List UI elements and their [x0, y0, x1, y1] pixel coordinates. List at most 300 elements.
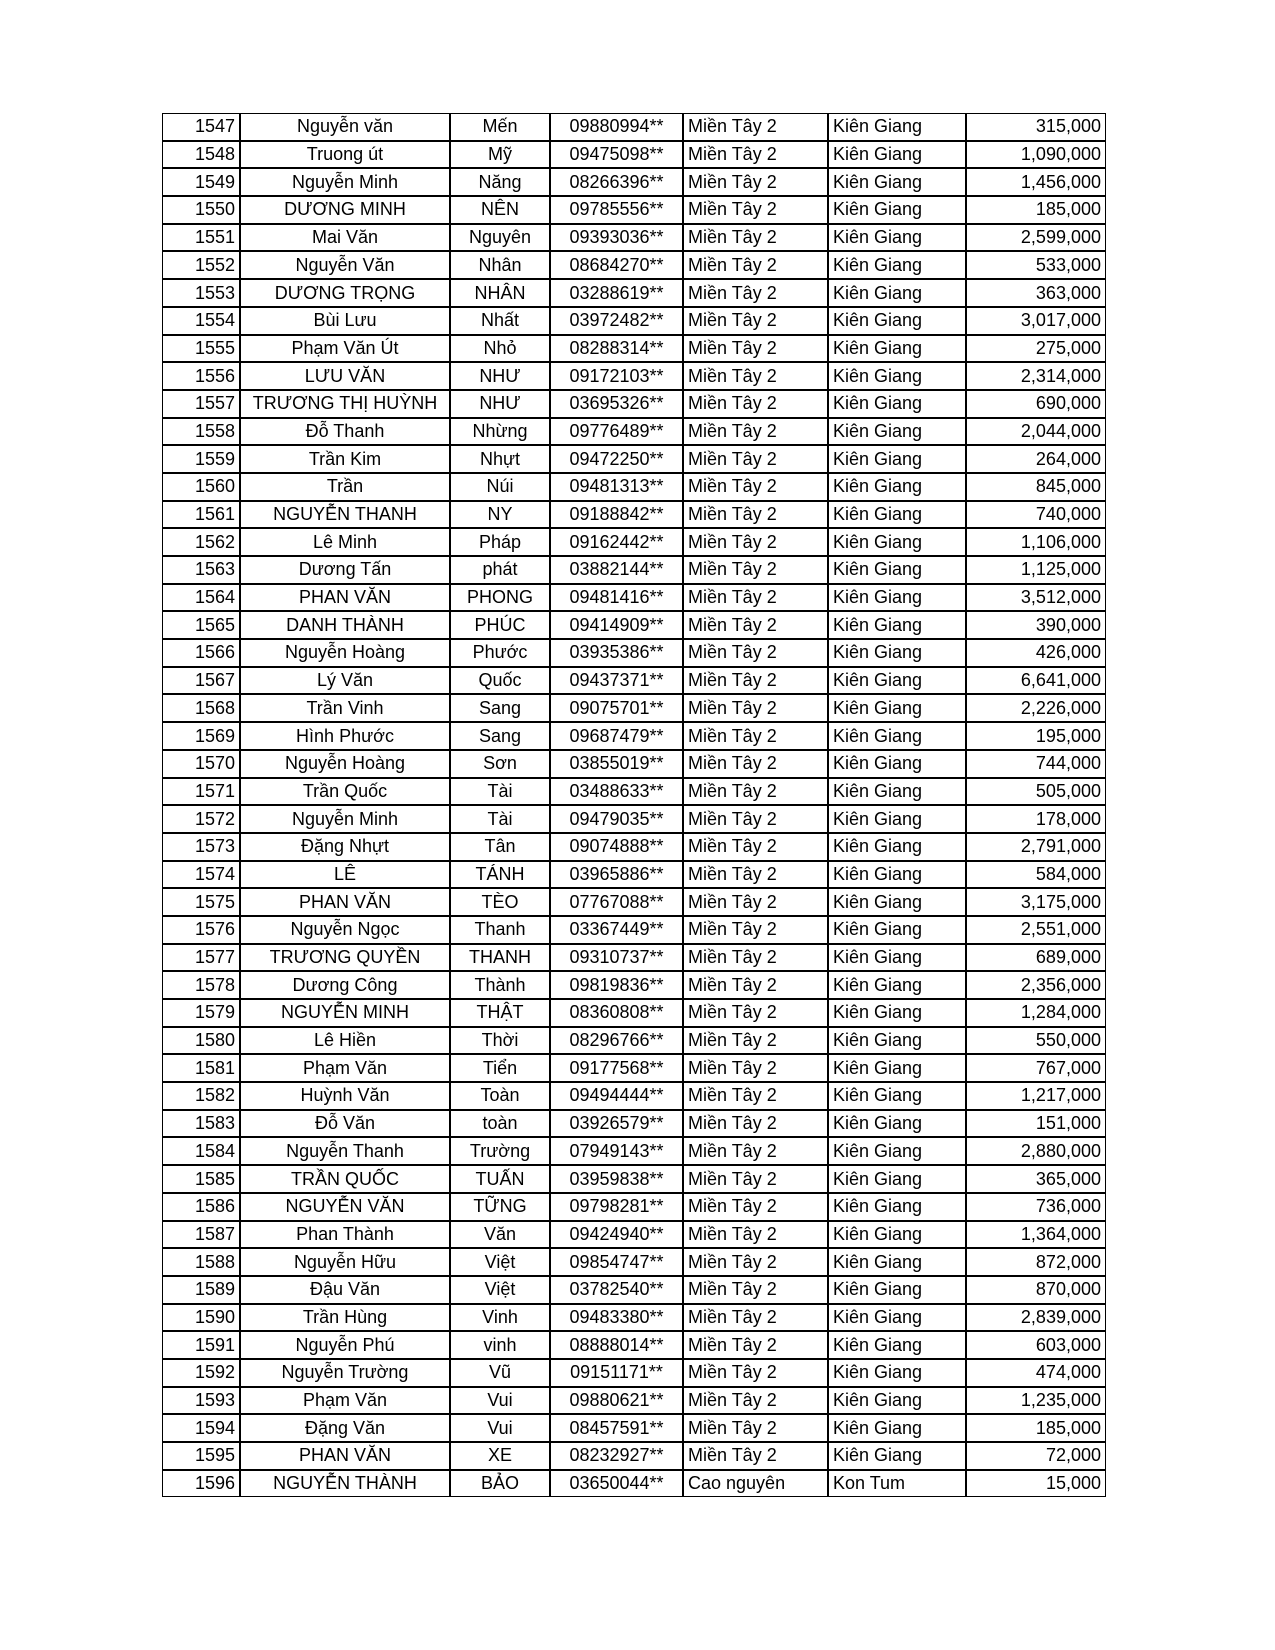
cell-first: NGUYỄN THÀNH: [240, 1470, 450, 1498]
cell-phone: 09074888**: [550, 833, 683, 861]
cell-phone: 08457591**: [550, 1414, 683, 1442]
cell-last: Vinh: [450, 1304, 550, 1332]
table-row: [162, 1414, 1106, 1442]
cell-first: PHAN VĂN: [240, 888, 450, 916]
table-row: [162, 1304, 1106, 1332]
table-row: [162, 141, 1106, 169]
cell-region: Miền Tây 2: [683, 390, 828, 418]
cell-first: Lê Minh: [240, 528, 450, 556]
cell-first: Dương Tấn: [240, 556, 450, 584]
cell-id: 1550: [162, 196, 240, 224]
cell-id: 1570: [162, 750, 240, 778]
cell-region: Miền Tây 2: [683, 1193, 828, 1221]
cell-id: 1561: [162, 501, 240, 529]
cell-id: 1556: [162, 362, 240, 390]
cell-region: Miền Tây 2: [683, 196, 828, 224]
cell-first: NGUYỄN MINH: [240, 999, 450, 1027]
cell-id: 1562: [162, 528, 240, 556]
table-row: [162, 1110, 1106, 1138]
cell-amount: 584,000: [966, 861, 1106, 889]
cell-amount: 72,000: [966, 1442, 1106, 1470]
cell-province: Kiên Giang: [828, 251, 966, 279]
cell-amount: 426,000: [966, 639, 1106, 667]
cell-province: Kiên Giang: [828, 1054, 966, 1082]
table-row: [162, 556, 1106, 584]
cell-amount: 178,000: [966, 805, 1106, 833]
cell-phone: 03926579**: [550, 1110, 683, 1138]
cell-phone: 09880621**: [550, 1387, 683, 1415]
cell-province: Kiên Giang: [828, 722, 966, 750]
cell-region: Miền Tây 2: [683, 805, 828, 833]
cell-last: TUẤN: [450, 1165, 550, 1193]
cell-phone: 03288619**: [550, 279, 683, 307]
cell-first: Phạm Văn: [240, 1054, 450, 1082]
table-body: [162, 113, 1106, 1497]
cell-region: Miền Tây 2: [683, 335, 828, 363]
cell-id: 1593: [162, 1387, 240, 1415]
cell-id: 1575: [162, 888, 240, 916]
cell-id: 1582: [162, 1082, 240, 1110]
cell-last: NHƯ: [450, 362, 550, 390]
cell-region: Miền Tây 2: [683, 1165, 828, 1193]
cell-first: Truong út: [240, 141, 450, 169]
cell-region: Miền Tây 2: [683, 1304, 828, 1332]
cell-first: Nguyễn Văn: [240, 251, 450, 279]
table-row: [162, 722, 1106, 750]
cell-id: 1559: [162, 445, 240, 473]
cell-first: Đậu Văn: [240, 1276, 450, 1304]
cell-id: 1577: [162, 944, 240, 972]
cell-amount: 15,000: [966, 1470, 1106, 1498]
cell-first: Nguyễn Minh: [240, 168, 450, 196]
cell-last: Mỹ: [450, 141, 550, 169]
cell-last: NY: [450, 501, 550, 529]
cell-region: Miền Tây 2: [683, 556, 828, 584]
table-row: [162, 501, 1106, 529]
table-row: [162, 473, 1106, 501]
cell-id: 1569: [162, 722, 240, 750]
cell-id: 1583: [162, 1110, 240, 1138]
cell-phone: 08360808**: [550, 999, 683, 1027]
cell-id: 1571: [162, 778, 240, 806]
cell-first: Lý Văn: [240, 667, 450, 695]
table-row: [162, 888, 1106, 916]
cell-last: Văn: [450, 1221, 550, 1249]
cell-last: Nhừng: [450, 418, 550, 446]
cell-last: TÁNH: [450, 861, 550, 889]
cell-phone: 09854747**: [550, 1248, 683, 1276]
cell-first: PHAN VĂN: [240, 584, 450, 612]
cell-amount: 2,880,000: [966, 1137, 1106, 1165]
cell-last: Nhựt: [450, 445, 550, 473]
cell-amount: 315,000: [966, 113, 1106, 141]
cell-amount: 2,314,000: [966, 362, 1106, 390]
cell-region: Miền Tây 2: [683, 667, 828, 695]
table-row: [162, 418, 1106, 446]
cell-first: Trần Vinh: [240, 694, 450, 722]
cell-first: Huỳnh Văn: [240, 1082, 450, 1110]
cell-province: Kiên Giang: [828, 584, 966, 612]
cell-first: Phan Thành: [240, 1221, 450, 1249]
cell-region: Miền Tây 2: [683, 778, 828, 806]
cell-region: Miền Tây 2: [683, 722, 828, 750]
cell-amount: 2,356,000: [966, 971, 1106, 999]
table-row: [162, 1027, 1106, 1055]
cell-first: PHAN VĂN: [240, 1442, 450, 1470]
cell-province: Kiên Giang: [828, 168, 966, 196]
cell-amount: 3,512,000: [966, 584, 1106, 612]
cell-province: Kiên Giang: [828, 335, 966, 363]
cell-amount: 185,000: [966, 196, 1106, 224]
table-row: [162, 833, 1106, 861]
cell-amount: 1,217,000: [966, 1082, 1106, 1110]
cell-first: Nguyễn Hữu: [240, 1248, 450, 1276]
cell-province: Kiên Giang: [828, 1137, 966, 1165]
cell-phone: 09687479**: [550, 722, 683, 750]
cell-province: Kiên Giang: [828, 611, 966, 639]
cell-amount: 2,044,000: [966, 418, 1106, 446]
table-row: [162, 1387, 1106, 1415]
cell-last: Nguyên: [450, 224, 550, 252]
cell-phone: 09483380**: [550, 1304, 683, 1332]
cell-last: THẬT: [450, 999, 550, 1027]
cell-first: Nguyễn Hoàng: [240, 639, 450, 667]
cell-last: XE: [450, 1442, 550, 1470]
cell-last: Thanh: [450, 916, 550, 944]
cell-amount: 767,000: [966, 1054, 1106, 1082]
cell-last: NHÂN: [450, 279, 550, 307]
cell-last: Pháp: [450, 528, 550, 556]
cell-province: Kiên Giang: [828, 279, 966, 307]
cell-amount: 275,000: [966, 335, 1106, 363]
cell-id: 1587: [162, 1221, 240, 1249]
cell-last: vinh: [450, 1331, 550, 1359]
donor-list-table: [162, 113, 1106, 1497]
cell-phone: 09414909**: [550, 611, 683, 639]
cell-id: 1547: [162, 113, 240, 141]
cell-phone: 03959838**: [550, 1165, 683, 1193]
cell-amount: 3,017,000: [966, 307, 1106, 335]
cell-amount: 1,235,000: [966, 1387, 1106, 1415]
cell-amount: 185,000: [966, 1414, 1106, 1442]
cell-first: Nguyễn văn: [240, 113, 450, 141]
cell-first: Nguyễn Thanh: [240, 1137, 450, 1165]
cell-region: Miền Tây 2: [683, 694, 828, 722]
cell-province: Kiên Giang: [828, 1442, 966, 1470]
cell-region: Miền Tây 2: [683, 611, 828, 639]
cell-phone: 09479035**: [550, 805, 683, 833]
cell-region: Miền Tây 2: [683, 1137, 828, 1165]
cell-first: Đỗ Thanh: [240, 418, 450, 446]
cell-first: Trần Quốc: [240, 778, 450, 806]
cell-first: Bùi Lưu: [240, 307, 450, 335]
cell-first: DƯƠNG MINH: [240, 196, 450, 224]
cell-region: Miền Tây 2: [683, 833, 828, 861]
cell-first: Phạm Văn Út: [240, 335, 450, 363]
cell-province: Kiên Giang: [828, 362, 966, 390]
cell-phone: 08232927**: [550, 1442, 683, 1470]
cell-region: Miền Tây 2: [683, 1082, 828, 1110]
cell-amount: 2,599,000: [966, 224, 1106, 252]
cell-region: Miền Tây 2: [683, 999, 828, 1027]
cell-province: Kiên Giang: [828, 999, 966, 1027]
cell-amount: 690,000: [966, 390, 1106, 418]
cell-phone: 08266396**: [550, 168, 683, 196]
cell-id: 1563: [162, 556, 240, 584]
cell-province: Kiên Giang: [828, 667, 966, 695]
cell-id: 1596: [162, 1470, 240, 1498]
cell-region: Miền Tây 2: [683, 473, 828, 501]
cell-province: Kon Tum: [828, 1470, 966, 1498]
cell-phone: 08288314**: [550, 335, 683, 363]
cell-first: LƯU VĂN: [240, 362, 450, 390]
cell-phone: 03782540**: [550, 1276, 683, 1304]
cell-amount: 845,000: [966, 473, 1106, 501]
cell-amount: 1,090,000: [966, 141, 1106, 169]
cell-last: TỮNG: [450, 1193, 550, 1221]
cell-last: Nhất: [450, 307, 550, 335]
cell-region: Miền Tây 2: [683, 1276, 828, 1304]
cell-last: NHƯ: [450, 390, 550, 418]
cell-last: phát: [450, 556, 550, 584]
table-row: [162, 1082, 1106, 1110]
cell-amount: 550,000: [966, 1027, 1106, 1055]
table-row: [162, 971, 1106, 999]
table-row: [162, 251, 1106, 279]
cell-id: 1588: [162, 1248, 240, 1276]
cell-phone: 03488633**: [550, 778, 683, 806]
cell-region: Miền Tây 2: [683, 861, 828, 889]
cell-region: Miền Tây 2: [683, 888, 828, 916]
cell-last: Việt: [450, 1276, 550, 1304]
table-row: [162, 1137, 1106, 1165]
cell-id: 1574: [162, 861, 240, 889]
cell-id: 1592: [162, 1359, 240, 1387]
cell-id: 1590: [162, 1304, 240, 1332]
cell-last: Trường: [450, 1137, 550, 1165]
cell-id: 1565: [162, 611, 240, 639]
cell-province: Kiên Giang: [828, 916, 966, 944]
table-row: [162, 528, 1106, 556]
table-row: [162, 196, 1106, 224]
cell-id: 1555: [162, 335, 240, 363]
table-row: [162, 1470, 1106, 1498]
cell-phone: 09494444**: [550, 1082, 683, 1110]
cell-id: 1579: [162, 999, 240, 1027]
table-row: [162, 1221, 1106, 1249]
cell-province: Kiên Giang: [828, 1193, 966, 1221]
table-row: [162, 639, 1106, 667]
cell-last: PHÚC: [450, 611, 550, 639]
cell-id: 1566: [162, 639, 240, 667]
cell-last: Thời: [450, 1027, 550, 1055]
cell-province: Kiên Giang: [828, 750, 966, 778]
table-row: [162, 1331, 1106, 1359]
cell-phone: 07949143**: [550, 1137, 683, 1165]
cell-id: 1549: [162, 168, 240, 196]
cell-amount: 3,175,000: [966, 888, 1106, 916]
table-row: [162, 390, 1106, 418]
cell-amount: 1,284,000: [966, 999, 1106, 1027]
cell-first: Dương Công: [240, 971, 450, 999]
cell-region: Miền Tây 2: [683, 944, 828, 972]
cell-region: Miền Tây 2: [683, 224, 828, 252]
cell-phone: 03650044**: [550, 1470, 683, 1498]
cell-province: Kiên Giang: [828, 528, 966, 556]
table-row: [162, 584, 1106, 612]
cell-first: LÊ: [240, 861, 450, 889]
cell-province: Kiên Giang: [828, 224, 966, 252]
table-row: [162, 805, 1106, 833]
table-row: [162, 667, 1106, 695]
cell-first: Nguyễn Phú: [240, 1331, 450, 1359]
cell-region: Miền Tây 2: [683, 1331, 828, 1359]
cell-region: Miền Tây 2: [683, 1414, 828, 1442]
cell-first: Trần: [240, 473, 450, 501]
cell-last: Tài: [450, 805, 550, 833]
cell-amount: 505,000: [966, 778, 1106, 806]
cell-region: Miền Tây 2: [683, 1110, 828, 1138]
cell-region: Miền Tây 2: [683, 750, 828, 778]
cell-first: NGUYỄN VĂN: [240, 1193, 450, 1221]
cell-id: 1548: [162, 141, 240, 169]
cell-region: Miền Tây 2: [683, 418, 828, 446]
table-row: [162, 611, 1106, 639]
cell-phone: 09437371**: [550, 667, 683, 695]
cell-region: Miền Tây 2: [683, 501, 828, 529]
cell-phone: 03935386**: [550, 639, 683, 667]
cell-last: Sang: [450, 694, 550, 722]
cell-id: 1572: [162, 805, 240, 833]
cell-phone: 03965886**: [550, 861, 683, 889]
cell-last: toàn: [450, 1110, 550, 1138]
cell-region: Miền Tây 2: [683, 584, 828, 612]
cell-last: NÊN: [450, 196, 550, 224]
cell-phone: 09188842**: [550, 501, 683, 529]
cell-first: Lê Hiền: [240, 1027, 450, 1055]
cell-first: Nguyễn Ngọc: [240, 916, 450, 944]
cell-amount: 1,456,000: [966, 168, 1106, 196]
cell-first: Đặng Nhựt: [240, 833, 450, 861]
cell-last: Năng: [450, 168, 550, 196]
cell-region: Miền Tây 2: [683, 113, 828, 141]
cell-phone: 09798281**: [550, 1193, 683, 1221]
cell-region: Miền Tây 2: [683, 168, 828, 196]
cell-region: Miền Tây 2: [683, 445, 828, 473]
table-row: [162, 944, 1106, 972]
cell-amount: 365,000: [966, 1165, 1106, 1193]
cell-amount: 870,000: [966, 1276, 1106, 1304]
cell-phone: 08296766**: [550, 1027, 683, 1055]
cell-last: TÈO: [450, 888, 550, 916]
cell-amount: 390,000: [966, 611, 1106, 639]
cell-id: 1595: [162, 1442, 240, 1470]
cell-phone: 09880994**: [550, 113, 683, 141]
cell-first: DANH THÀNH: [240, 611, 450, 639]
cell-id: 1581: [162, 1054, 240, 1082]
cell-phone: 09481416**: [550, 584, 683, 612]
cell-province: Kiên Giang: [828, 1331, 966, 1359]
cell-first: TRƯƠNG THỊ HUỲNH: [240, 390, 450, 418]
cell-last: PHONG: [450, 584, 550, 612]
cell-region: Miền Tây 2: [683, 1054, 828, 1082]
table-row: [162, 168, 1106, 196]
cell-phone: 09172103**: [550, 362, 683, 390]
cell-amount: 474,000: [966, 1359, 1106, 1387]
cell-province: Kiên Giang: [828, 778, 966, 806]
cell-amount: 603,000: [966, 1331, 1106, 1359]
cell-province: Kiên Giang: [828, 833, 966, 861]
table-row: [162, 335, 1106, 363]
cell-amount: 736,000: [966, 1193, 1106, 1221]
cell-province: Kiên Giang: [828, 944, 966, 972]
cell-amount: 744,000: [966, 750, 1106, 778]
cell-last: Vui: [450, 1387, 550, 1415]
cell-amount: 740,000: [966, 501, 1106, 529]
cell-id: 1553: [162, 279, 240, 307]
cell-last: BẢO: [450, 1470, 550, 1498]
cell-last: Mến: [450, 113, 550, 141]
cell-id: 1589: [162, 1276, 240, 1304]
cell-region: Miền Tây 2: [683, 1248, 828, 1276]
cell-last: Vũ: [450, 1359, 550, 1387]
cell-last: Toàn: [450, 1082, 550, 1110]
cell-amount: 151,000: [966, 1110, 1106, 1138]
cell-id: 1551: [162, 224, 240, 252]
cell-phone: 09424940**: [550, 1221, 683, 1249]
cell-last: Quốc: [450, 667, 550, 695]
cell-phone: 09310737**: [550, 944, 683, 972]
cell-first: Hình Phước: [240, 722, 450, 750]
cell-last: Tân: [450, 833, 550, 861]
cell-province: Kiên Giang: [828, 1082, 966, 1110]
cell-region: Miền Tây 2: [683, 1359, 828, 1387]
table-row: [162, 1193, 1106, 1221]
cell-first: TRƯƠNG QUYỀN: [240, 944, 450, 972]
cell-amount: 689,000: [966, 944, 1106, 972]
table-row: [162, 861, 1106, 889]
cell-region: Miền Tây 2: [683, 1387, 828, 1415]
table-row: [162, 694, 1106, 722]
cell-region: Miền Tây 2: [683, 971, 828, 999]
cell-amount: 2,226,000: [966, 694, 1106, 722]
cell-last: Núi: [450, 473, 550, 501]
cell-province: Kiên Giang: [828, 971, 966, 999]
cell-amount: 264,000: [966, 445, 1106, 473]
cell-province: Kiên Giang: [828, 1165, 966, 1193]
cell-first: NGUYỄN THANH: [240, 501, 450, 529]
table-row: [162, 916, 1106, 944]
cell-phone: 08684270**: [550, 251, 683, 279]
table-row: [162, 999, 1106, 1027]
cell-region: Miền Tây 2: [683, 279, 828, 307]
cell-id: 1568: [162, 694, 240, 722]
cell-region: Miền Tây 2: [683, 528, 828, 556]
cell-phone: 09151171**: [550, 1359, 683, 1387]
cell-first: Trần Kim: [240, 445, 450, 473]
cell-id: 1560: [162, 473, 240, 501]
table-row: [162, 113, 1106, 141]
cell-first: Đặng Văn: [240, 1414, 450, 1442]
cell-phone: 09393036**: [550, 224, 683, 252]
cell-first: Đỗ Văn: [240, 1110, 450, 1138]
cell-province: Kiên Giang: [828, 694, 966, 722]
cell-region: Miền Tây 2: [683, 362, 828, 390]
cell-province: Kiên Giang: [828, 1304, 966, 1332]
cell-id: 1584: [162, 1137, 240, 1165]
cell-province: Kiên Giang: [828, 805, 966, 833]
cell-first: Nguyễn Hoàng: [240, 750, 450, 778]
